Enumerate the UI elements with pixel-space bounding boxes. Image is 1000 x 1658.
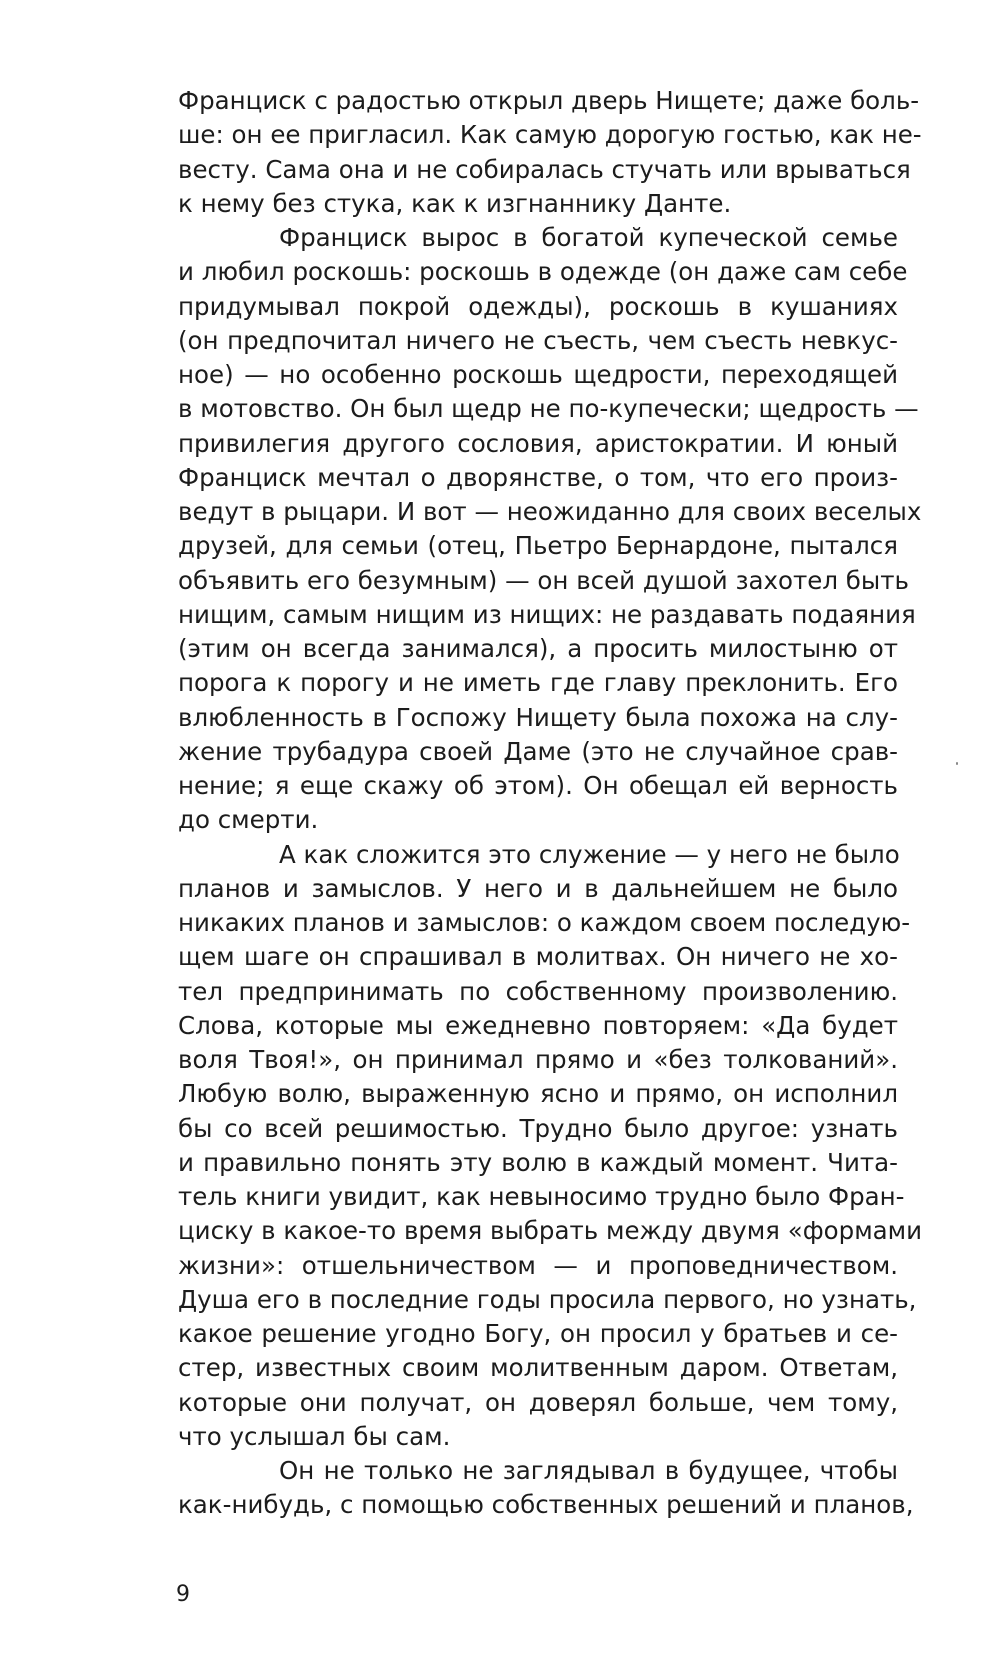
text-line: циску в какое-то время выбрать между двумя «формами: [178, 1216, 923, 1246]
text-line: ное) — но особенно роскошь щедрости, переходящей: [178, 360, 898, 389]
text-line: жение трубадура своей Даме (это не случайное срав-: [178, 736, 898, 766]
text-line: бы со всей решимостью. Трудно было другое: узнать: [178, 1113, 898, 1143]
text-line: весту. Сама она и не собиралась стучать или врываться: [178, 154, 911, 184]
text-line: Душа его в последние годы просила первого, но узнать,: [178, 1284, 917, 1314]
text-line: до смерти.: [178, 805, 319, 835]
text-line: привилегия другого сословия, аристократии. И юный: [178, 428, 898, 458]
text-line: Франциск вырос в богатой купеческой семье: [279, 223, 898, 252]
text-line: придумывал покрой одежды), роскошь в кушаниях: [178, 291, 898, 321]
text-line: тел предпринимать по собственному произволению.: [178, 976, 898, 1006]
text-line: Франциск мечтал о дворянстве, о том, что его произ-: [178, 462, 898, 492]
text-line: в мотовство. Он был щедр не по-купечески; щедрость —: [178, 394, 919, 424]
text-line: как-нибудь, с помощью собственных решений и планов,: [178, 1490, 914, 1520]
text-line: жизни»: отшельничеством — и проповедничеством.: [178, 1250, 898, 1280]
text-line: что услышал бы сам.: [178, 1421, 451, 1451]
text-line: и любил роскошь: роскошь в одежде (он даже сам себе: [178, 257, 908, 287]
page-number: 9: [176, 1582, 190, 1607]
text-line: Слова, которые мы ежедневно повторяем: «Да будет: [178, 1010, 898, 1040]
text-line: ше: он ее пригласил. Как самую дорогую гостью, как не-: [178, 120, 922, 150]
text-line: (он предпочитал ничего не съесть, чем съесть невкус-: [178, 325, 898, 355]
text-line: порога к порогу и не иметь где главу преклонить. Его: [178, 668, 898, 698]
text-line: стер, известных своим молитвенным даром. Ответам,: [178, 1353, 898, 1383]
text-line: Он не только не заглядывал в будущее, чтобы: [279, 1456, 898, 1485]
text-line: (этим он всегда занимался), а просить милостыню от: [178, 634, 898, 663]
text-line: влюбленность в Госпожу Нищету была похожа на слу-: [178, 702, 898, 732]
text-line: какое решение угодно Богу, он просил у братьев и се-: [178, 1319, 898, 1348]
text-line: планов и замыслов. У него и в дальнейшем не было: [178, 873, 898, 903]
body-text: [178, 84, 923, 1523]
text-line: воля Твоя!», он принимал прямо и «без толкований».: [178, 1045, 898, 1074]
text-line: никаких планов и замыслов: о каждом своем последую-: [178, 908, 911, 937]
text-line: и правильно понять эту волю в каждый момент. Чита-: [178, 1147, 898, 1177]
text-line: Любую волю, выраженную ясно и прямо, он исполнил: [178, 1079, 898, 1109]
text-line: ведут в рыцари. И вот — неожиданно для своих веселых: [178, 497, 922, 526]
text-line: объявить его безумным) — он всей душой захотел быть: [178, 565, 909, 595]
text-line: друзей, для семьи (отец, Пьетро Бернардоне, пытался: [178, 531, 898, 561]
text-line: которые они получат, он доверял больше, чем тому,: [178, 1387, 898, 1417]
text-line: к нему без стука, как к изгнаннику Данте.: [178, 188, 732, 218]
scan-speck: [956, 762, 958, 765]
text-line: тель книги увидит, как невыносимо трудно было Фран-: [178, 1182, 905, 1211]
text-line: нение; я еще скажу об этом). Он обещал ей верность: [178, 771, 898, 800]
text-line: Франциск с радостью открыл дверь Нищете; даже боль-: [178, 86, 920, 115]
text-line: А как сложится это служение — у него не было: [279, 839, 900, 869]
text-line: щем шаге он спрашивал в молитвах. Он ничего не хо-: [178, 942, 898, 972]
text-line: нищим, самым нищим из нищих: не раздавать подаяния: [178, 599, 916, 629]
